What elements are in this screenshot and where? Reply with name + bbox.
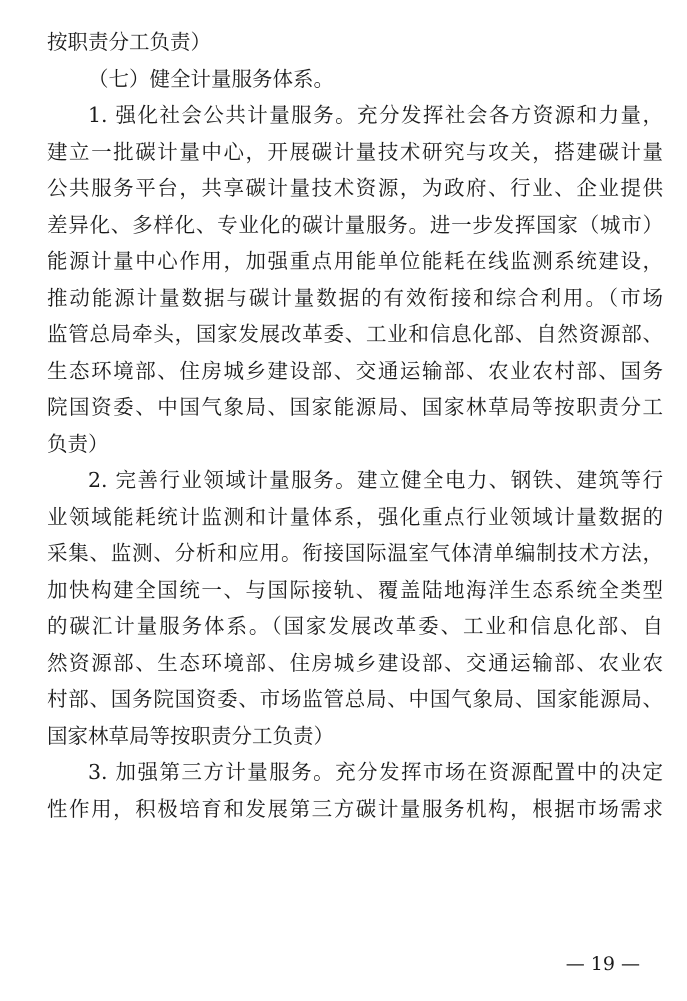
text-line: （七）健全计量服务体系。 xyxy=(88,66,334,91)
text-line: 3. 加强第三方计量服务。充分发挥市场在资源配置中的决定 xyxy=(88,760,663,784)
text-line: 差异化、多样化、专业化的碳计量服务。进一步发挥国家（城市） xyxy=(47,212,663,237)
text-line: 的碳汇计量服务体系。（国家发展改革委、工业和信息化部、自 xyxy=(47,614,663,638)
text-line: 能源计量中心作用，加强重点用能单位能耗在线监测系统建设， xyxy=(47,249,663,273)
text-line: 业领域能耗统计监测和计量体系，强化重点行业领域计量数据的 xyxy=(47,504,663,529)
text-line: 院国资委、中国气象局、国家能源局、国家林草局等按职责分工 xyxy=(47,395,663,419)
text-line: 国家林草局等按职责分工负责） xyxy=(47,723,334,748)
text-line: 村部、国务院国资委、市场监管总局、中国气象局、国家能源局、 xyxy=(47,687,663,711)
text-line: 公共服务平台，共享碳计量技术资源，为政府、行业、企业提供 xyxy=(47,176,663,200)
text-line: 负责） xyxy=(47,431,109,456)
text-line: 建立一批碳计量中心，开展碳计量技术研究与攻关，搭建碳计量 xyxy=(47,139,663,164)
text-line: 监管总局牵头，国家发展改革委、工业和信息化部、自然资源部、 xyxy=(47,322,663,346)
text-line: 然资源部、生态环境部、住房城乡建设部、交通运输部、农业农 xyxy=(47,650,663,675)
text-line: 按职责分工负责） xyxy=(47,30,211,54)
document-page xyxy=(47,24,663,827)
text-line: 推动能源计量数据与碳计量数据的有效衔接和综合利用。（市场 xyxy=(47,285,663,310)
page-number: — 19 — xyxy=(565,953,640,975)
text-line: 1. 强化社会公共计量服务。充分发挥社会各方资源和力量， xyxy=(88,103,663,127)
text-line: 加快构建全国统一、与国际接轨、覆盖陆地海洋生态系统全类型 xyxy=(47,577,663,602)
text-line: 生态环境部、住房城乡建设部、交通运输部、农业农村部、国务 xyxy=(47,358,663,383)
text-line: 采集、监测、分析和应用。衔接国际温室气体清单编制技术方法， xyxy=(47,541,663,565)
text-line: 2. 完善行业领域计量服务。建立健全电力、钢铁、建筑等行 xyxy=(88,468,663,492)
text-line: 性作用，积极培育和发展第三方碳计量服务机构，根据市场需求 xyxy=(47,796,663,821)
